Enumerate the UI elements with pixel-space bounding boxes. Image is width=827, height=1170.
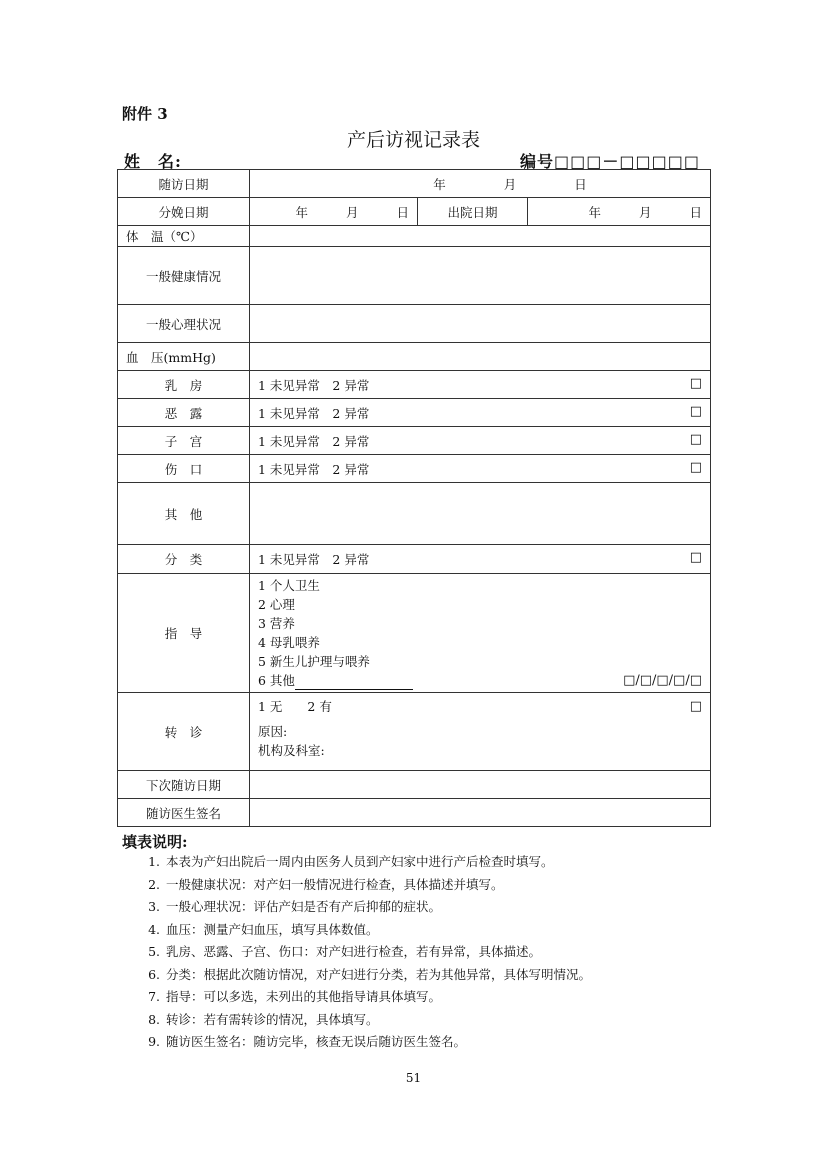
- discharge-date-field[interactable]: [528, 198, 711, 226]
- general-health-field[interactable]: [250, 247, 711, 305]
- list-item: 1. 本表为产妇出院后一周内由医务人员到产妇家中进行产后检查时填写。: [148, 854, 554, 869]
- visit-date-day: 日: [574, 176, 587, 192]
- row-doctor-sign: [118, 799, 711, 827]
- temperature-field[interactable]: [250, 226, 711, 247]
- guidance-item: 5 新生儿护理与喂养: [258, 654, 370, 669]
- discharge-date-day: 日: [689, 204, 702, 220]
- classification-checkbox[interactable]: □: [689, 550, 702, 565]
- notes-list: [136, 851, 591, 1054]
- guidance-label: 指 导: [118, 574, 250, 693]
- form-title: 产后访视记录表: [346, 129, 480, 151]
- referral-options: 1 无 2 有: [258, 699, 332, 714]
- other-label: 其 他: [118, 483, 250, 545]
- row-other: [118, 483, 711, 545]
- list-item: 7. 指导：可以多选，未列出的其他指导请具体填写。: [148, 989, 442, 1004]
- wound-options: 1 未见异常 2 异常: [258, 461, 370, 477]
- annex-label: 附件 3: [122, 105, 168, 123]
- guidance-checkboxes[interactable]: □/□/□/□/□: [623, 673, 702, 688]
- postpartum-visit-form: [117, 169, 711, 827]
- next-visit-field[interactable]: [250, 771, 711, 799]
- row-lochia: [118, 399, 711, 427]
- name-label: 姓 名:: [124, 152, 182, 171]
- visit-date-field[interactable]: [250, 170, 711, 198]
- general-mental-field[interactable]: [250, 305, 711, 343]
- breast-label: 乳 房: [118, 371, 250, 399]
- row-classification: [118, 545, 711, 574]
- guidance-field: [250, 574, 711, 693]
- breast-checkbox[interactable]: □: [689, 375, 702, 391]
- list-item: 3. 一般心理状况：评估产妇是否有产后抑郁的症状。: [148, 899, 442, 914]
- uterus-field: [250, 427, 711, 455]
- lochia-checkbox[interactable]: □: [689, 403, 702, 419]
- referral-field: [250, 693, 711, 771]
- breast-field: [250, 371, 711, 399]
- row-blood-pressure: [118, 343, 711, 371]
- temperature-label: 体 温（℃）: [118, 226, 250, 247]
- wound-field: [250, 455, 711, 483]
- guidance-other-blank[interactable]: [295, 677, 413, 690]
- discharge-date-year: 年: [588, 204, 602, 220]
- blood-pressure-field[interactable]: [250, 343, 711, 371]
- next-visit-label: 下次随访日期: [118, 771, 250, 799]
- classification-options: 1 未见异常 2 异常: [258, 552, 370, 567]
- delivery-date-day: 日: [396, 204, 409, 220]
- row-delivery-date: [118, 198, 711, 226]
- page-number: 51: [405, 1071, 422, 1085]
- visit-date-label: 随访日期: [118, 170, 250, 198]
- doctor-sign-field[interactable]: [250, 799, 711, 827]
- guidance-item: 4 母乳喂养: [258, 635, 320, 650]
- referral-reason[interactable]: 原因:: [258, 724, 288, 739]
- list-item: 9. 随访医生签名：随访完毕，核查无误后随访医生签名。: [148, 1034, 467, 1049]
- delivery-date-month: 月: [346, 204, 359, 220]
- guidance-other-label: 6 其他: [258, 673, 295, 688]
- referral-checkbox[interactable]: □: [689, 699, 702, 714]
- doctor-sign-label: 随访医生签名: [118, 799, 250, 827]
- row-guidance: [118, 574, 711, 693]
- discharge-date-label: 出院日期: [418, 198, 528, 226]
- serial-number-label: 编号□□□－□□□□□: [520, 152, 700, 171]
- lochia-field: [250, 399, 711, 427]
- row-breast: [118, 371, 711, 399]
- guidance-item-other: [258, 671, 702, 690]
- other-field[interactable]: [250, 483, 711, 545]
- general-health-label: 一般健康情况: [118, 247, 250, 305]
- row-general-health: [118, 247, 711, 305]
- row-wound: [118, 455, 711, 483]
- guidance-item: 3 营养: [258, 616, 295, 631]
- delivery-date-year: 年: [295, 204, 309, 220]
- delivery-date-field[interactable]: [250, 198, 418, 226]
- guidance-item: 2 心理: [258, 597, 295, 612]
- visit-date-month: 月: [503, 176, 517, 192]
- notes-title: 填表说明:: [122, 833, 188, 851]
- lochia-options: 1 未见异常 2 异常: [258, 405, 370, 421]
- breast-options: 1 未见异常 2 异常: [258, 377, 370, 393]
- row-temperature: [118, 226, 711, 247]
- list-item: 4. 血压：测量产妇血压，填写具体数值。: [148, 921, 379, 937]
- uterus-label: 子 宫: [118, 427, 250, 455]
- uterus-checkbox[interactable]: □: [689, 431, 702, 447]
- row-visit-date: [118, 170, 711, 198]
- referral-institution[interactable]: 机构及科室:: [258, 743, 325, 758]
- lochia-label: 恶 露: [118, 399, 250, 427]
- general-mental-label: 一般心理状况: [118, 305, 250, 343]
- uterus-options: 1 未见异常 2 异常: [258, 433, 370, 449]
- referral-label: 转 诊: [118, 693, 250, 771]
- row-uterus: [118, 427, 711, 455]
- row-referral: [118, 693, 711, 771]
- list-item: 2. 一般健康状况：对产妇一般情况进行检查，具体描述并填写。: [148, 876, 504, 892]
- blood-pressure-label: 血 压(mmHg): [118, 343, 250, 371]
- wound-checkbox[interactable]: □: [689, 459, 702, 475]
- visit-date-year: 年: [433, 176, 446, 192]
- list-item: 5. 乳房、恶露、子宫、伤口：对产妇进行检查，若有异常，具体描述。: [148, 944, 542, 959]
- list-item: 6. 分类：根据此次随访情况，对产妇进行分类，若为其他异常，具体写明情况。: [148, 966, 592, 982]
- classification-label: 分 类: [118, 545, 250, 574]
- delivery-date-label: 分娩日期: [118, 198, 250, 226]
- row-general-mental: [118, 305, 711, 343]
- discharge-date-month: 月: [639, 204, 652, 220]
- guidance-item: 1 个人卫生: [258, 578, 320, 593]
- row-next-visit: [118, 771, 711, 799]
- list-item: 8. 转诊：若有需转诊的情况，具体填写。: [148, 1011, 379, 1027]
- wound-label: 伤 口: [118, 455, 250, 483]
- classification-field: [250, 545, 711, 574]
